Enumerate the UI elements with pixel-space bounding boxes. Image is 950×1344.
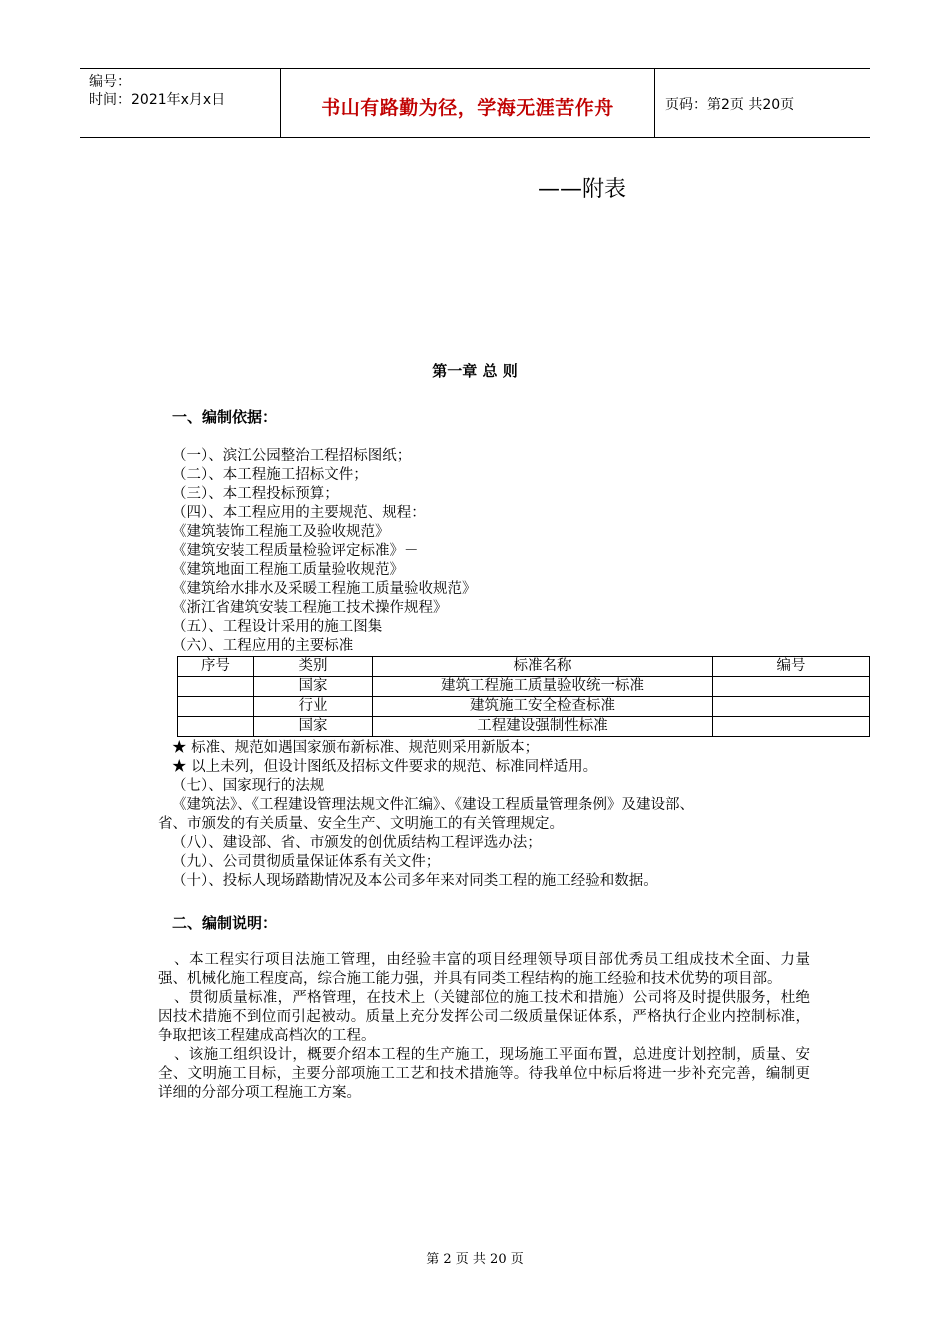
basis-line: （三）、本工程投标预算；: [172, 486, 339, 502]
basis-line: （九）、公司贯彻质量保证体系有关文件；: [172, 854, 441, 870]
section2-title: 二、编制说明：: [172, 914, 278, 932]
header-meta-cell: [80, 69, 281, 137]
column-header: 编号: [713, 657, 870, 677]
basis-line: （四）、本工程应用的主要规范、规程：: [172, 505, 426, 521]
table-cell: [178, 697, 254, 717]
basis-line: （五）、工程设计采用的施工图集: [172, 619, 383, 635]
paragraph: 、贯彻质量标准，严格管理，在技术上（关键部位的施工技术和措施）公司将及时提供服务，杜绝因技术措施不到位而引起被动。质量上充分发挥公司二级质量保证体系，严格执行企业内控制标准，争取把该工程建成高档次的工程。: [158, 990, 810, 1044]
motto-text: 书山有路勤为径，学海无涯苦作舟: [321, 97, 614, 119]
explanation-body: [158, 951, 810, 1103]
basis-line: （七）、国家现行的法规: [172, 778, 325, 794]
chapter-title: 第一章 总 则: [432, 362, 518, 380]
paragraph: 、本工程实行项目法施工管理，由经验丰富的项目经理领导项目部优秀员工组成技术全面、力量强、机械化施工程度高，综合施工能力强，并具有同类工程结构的施工经验和技术优势的项目部。: [158, 952, 810, 987]
table-cell: 建筑工程施工质量验收统一标准: [373, 677, 713, 697]
table-cell: 建筑施工安全检查标准: [373, 697, 713, 717]
section1-title: 一、编制依据：: [172, 408, 278, 426]
page-footer: 第 2 页 共 20 页: [426, 1252, 524, 1267]
header-motto-cell: [281, 69, 655, 137]
table-cell: [713, 697, 870, 717]
table-cell: 国家: [254, 677, 373, 697]
standards-table: [177, 656, 870, 737]
table-cell: [713, 717, 870, 737]
column-header: 标准名称: [373, 657, 713, 677]
basis-line: （六）、工程应用的主要标准: [172, 638, 354, 654]
paragraph: 、该施工组织设计，概要介绍本工程的生产施工，现场施工平面布置，总进度计划控制，质量、安全、文明施工目标，主要分部项施工工艺和技术措施等。待我单位中标后将进一步补充完善，编制更详细的分部分项工程施工方案。: [158, 1047, 810, 1101]
table-cell: [713, 677, 870, 697]
date-label: 时间：2021年x月x日: [89, 92, 226, 108]
table-row: [178, 717, 870, 737]
table-header-row: [178, 657, 870, 677]
table-row: [178, 697, 870, 717]
table-cell: [178, 677, 254, 697]
table-cell: 行业: [254, 697, 373, 717]
table-cell: 国家: [254, 717, 373, 737]
column-header: 类别: [254, 657, 373, 677]
appendix-title: ——附表: [538, 177, 627, 202]
spec-line: 《建筑安装工程质量检验评定标准》－: [172, 543, 419, 559]
header-page-cell: [655, 69, 870, 137]
table-cell: 工程建设强制性标准: [373, 717, 713, 737]
law-line: 省、市颁发的有关质量、安全生产、文明施工的有关管理规定。: [158, 816, 564, 832]
basis-line: （一）、滨江公园整治工程招标图纸；: [172, 448, 412, 464]
basis-line: （二）、本工程施工招标文件；: [172, 467, 368, 483]
law-line: 《建筑法》、《工程建设管理法规文件汇编》、《建设工程质量管理条例》及建设部、: [172, 797, 694, 813]
star-note: ★ 标准、规范如遇国家颁布新标准、规范则采用新版本；: [172, 740, 540, 756]
basis-line: （十）、投标人现场踏勘情况及本公司多年来对同类工程的施工经验和数据。: [172, 873, 658, 889]
star-note: ★ 以上未列，但设计图纸及招标文件要求的规范、标准同样适用。: [172, 759, 598, 775]
spec-line: 《建筑地面工程施工质量验收规范》: [172, 562, 404, 578]
basis-line: （八）、建设部、省、市颁发的创优质结构工程评选办法；: [172, 835, 542, 851]
spec-line: 《建筑装饰工程施工及验收规范》: [172, 524, 390, 540]
page-info: 页码：第2页 共20页: [665, 97, 795, 113]
column-header: 序号: [178, 657, 254, 677]
table-row: [178, 677, 870, 697]
page-header: [80, 68, 870, 138]
number-label: 编号：: [89, 74, 131, 90]
spec-line: 《浙江省建筑安装工程施工技术操作规程》: [172, 600, 448, 616]
spec-line: 《建筑给水排水及采暖工程施工质量验收规范》: [172, 581, 477, 597]
table-cell: [178, 717, 254, 737]
